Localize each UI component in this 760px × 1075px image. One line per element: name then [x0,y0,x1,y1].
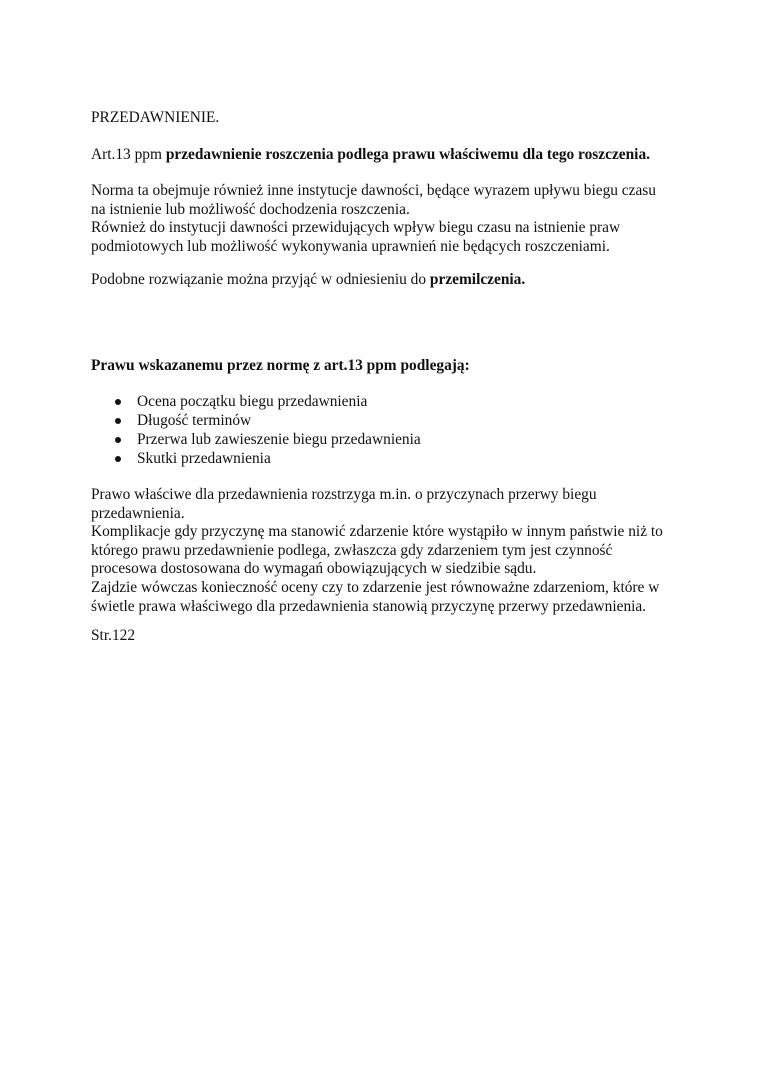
podobne-paragraph [91,271,681,290]
list-item [91,431,651,450]
list-item [91,412,651,431]
bullet-icon [115,399,121,405]
norma-paragraph [91,182,681,256]
list-item-text: Ocena początku biegu przedawnienia [137,393,368,410]
prawo-line-6: Zajdzie wówczas konieczność oceny czy to zdarzenie jest równoważne zdarzeniom, które w [91,578,660,596]
norma-line-2: na istnienie lub możliwość dochodzenia roszczenia. [91,200,410,218]
subheading [91,357,681,376]
prawo-line-5: procesowa dostosowana do wymagań obowiązujących w siedzibie sądu. [91,560,537,578]
list-item [91,450,651,469]
norma-line-4: podmiotowych lub możliwość wykonywania uprawnień nie będących roszczeniami. [91,237,610,255]
bullet-list [91,393,651,469]
page-reference: Str.122 [91,627,136,644]
document-heading: PRZEDAWNIENIE. [91,109,220,126]
norma-line-3: Również do instytucji dawności przewidujących wpływ biegu czasu na istnienie praw [91,219,621,237]
prawo-line-1: Prawo właściwe dla przedawnienia rozstrzyga m.in. o przyczynach przerwy biegu [91,486,597,503]
article-paragraph [91,146,681,165]
bullet-icon [115,437,121,443]
article-prefix: Art.13 ppm [91,146,166,163]
podobne-prefix: Podobne rozwiązanie można przyjąć w odniesieniu do [91,271,430,288]
article-bold-text: przedawnienie roszczenia podlega prawu właściwemu dla tego roszczenia. [165,146,650,163]
prawo-paragraph [91,486,681,616]
bullet-icon [115,456,121,462]
list-item-text: Przerwa lub zawieszenie biegu przedawnienia [137,431,421,448]
prawo-line-7: świetle prawa właściwego dla przedawnienia stanowią przyczynę przerwy przedawnienia. [91,597,647,615]
prawo-line-4: którego prawu przedawnienie podlega, zwłaszcza gdy zdarzeniem tym jest czynność [91,541,613,559]
bullet-icon [115,418,121,424]
norma-line-1: Norma ta obejmuje również inne instytucje dawności, będące wyrazem upływu biegu czasu [91,182,656,199]
list-item-text: Długość terminów [137,412,252,429]
list-item [91,393,651,412]
list-item-text: Skutki przedawnienia [137,450,271,467]
prawo-line-3: Komplikacje gdy przyczynę ma stanowić zdarzenie które wystąpiło w innym państwie niż to [91,523,663,541]
subheading-text: Prawu wskazanemu przez normę z art.13 ppm podlegają: [91,357,470,374]
podobne-bold-text: przemilczenia. [429,271,526,288]
prawo-line-2: przedawnienia. [91,504,185,522]
